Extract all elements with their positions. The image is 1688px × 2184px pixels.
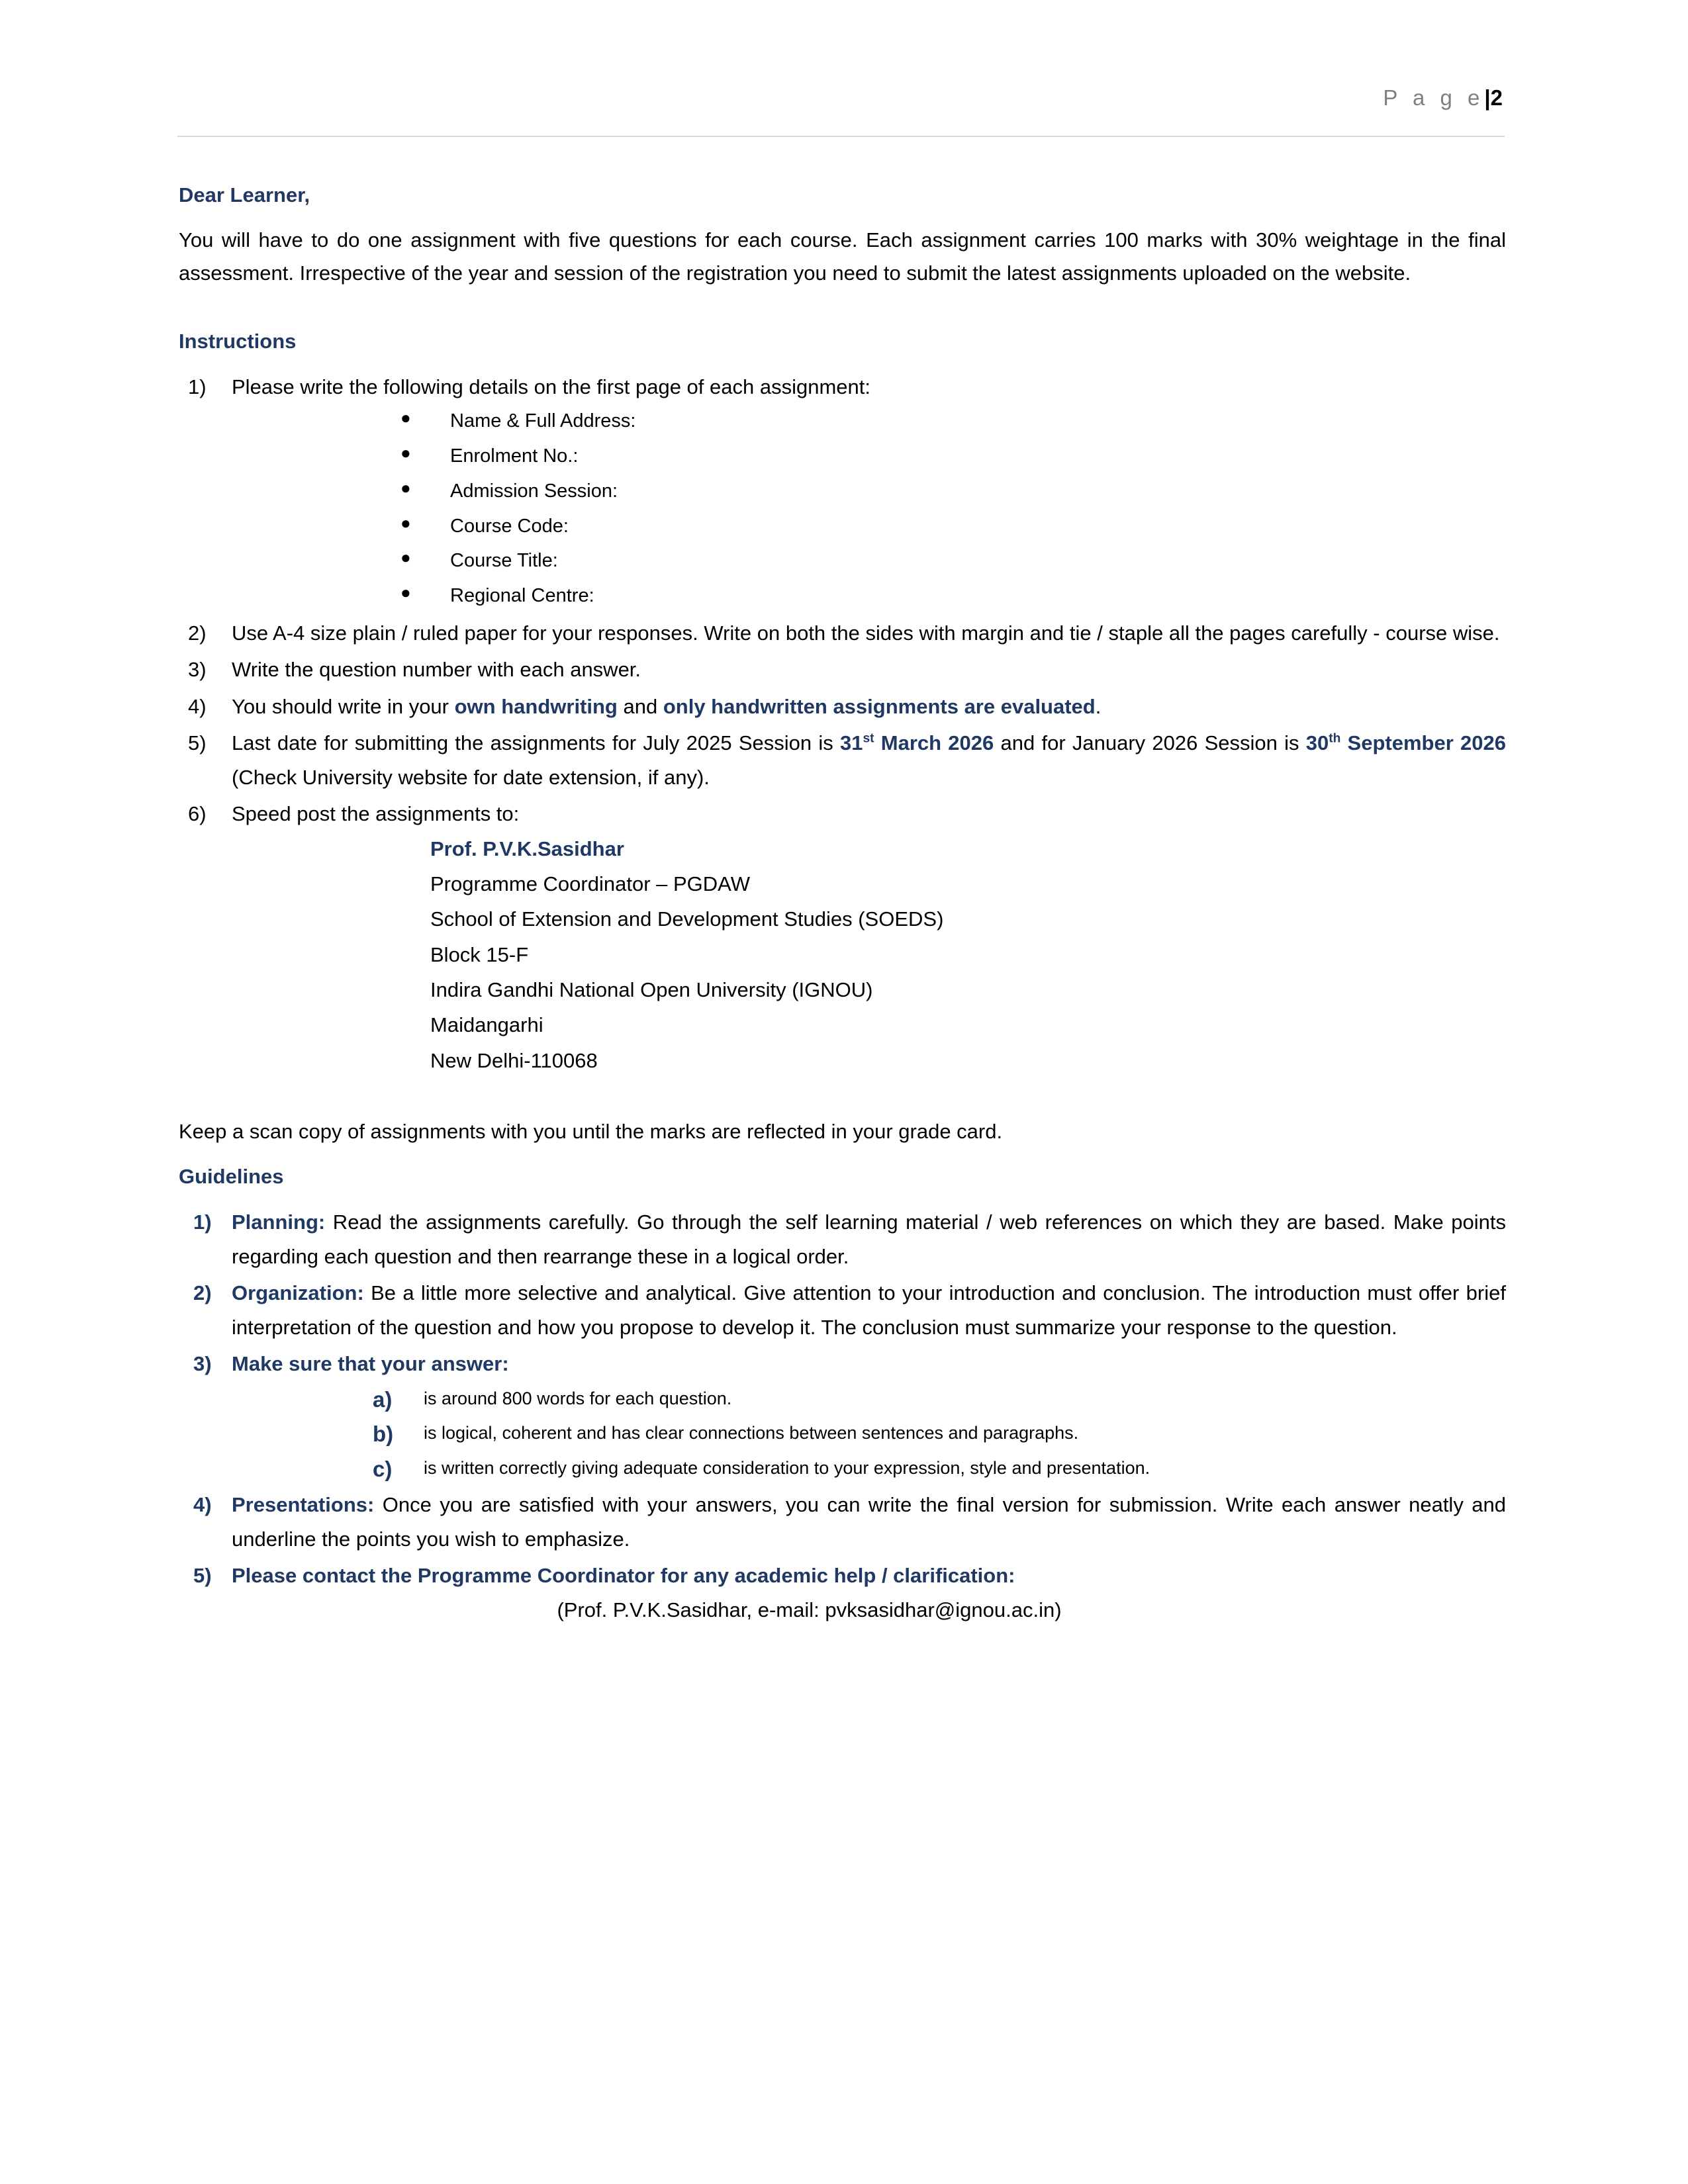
guideline-item-2: [179, 1276, 1506, 1344]
instruction-text-6: Speed post the assignments to:: [232, 802, 520, 826]
page-header-label: P a g e: [1383, 85, 1485, 110]
sub-marker-c: c): [373, 1456, 393, 1481]
document-body: [179, 179, 1506, 1631]
address-name: Prof. P.V.K.Sasidhar: [430, 837, 624, 860]
instruction-text-4-bold2: only handwritten assignments are evaluated: [663, 694, 1096, 718]
bullet-label: Regional Centre:: [450, 585, 594, 607]
coordinator-contact: (Prof. P.V.K.Sasidhar, e-mail: pvksasidhar@ignou.ac.in): [557, 1598, 1062, 1621]
deadline-july-ordinal: st: [863, 731, 874, 746]
instruction-marker-1: 1): [188, 375, 207, 398]
guideline-text-4: Once you are satisfied with your answers, you can write the final version for submission. Write each answer neatly and underline the points you wish to emphasize.: [232, 1493, 1506, 1551]
deadline-january-session: [1306, 731, 1506, 754]
guideline-label-planning: Planning:: [232, 1210, 326, 1234]
guideline-item-1: [179, 1205, 1506, 1273]
instructions-heading: Instructions: [179, 329, 297, 353]
deadline-july-month-year: March 2026: [874, 731, 994, 755]
guideline-label-make-sure: Make sure that your answer:: [232, 1352, 509, 1376]
guideline-label-presentations: Presentations:: [232, 1493, 375, 1517]
page-header-text: [179, 86, 1503, 110]
guideline-marker-3: 3): [193, 1352, 212, 1376]
sub-text-b: is logical, coherent and has clear connections between sentences and paragraphs.: [424, 1423, 1079, 1443]
address-school: School of Extension and Development Studies (SOEDS): [430, 907, 944, 931]
sub-text-c: is written correctly giving adequate consideration to your expression, style and presentation.: [424, 1457, 1150, 1478]
instruction-text-4-part1: You should write in your: [232, 694, 455, 718]
deadline-jan-ordinal: th: [1329, 731, 1341, 746]
instruction-item-6: [179, 797, 1506, 1078]
guideline-marker-2: 2): [193, 1281, 212, 1305]
guideline-marker-4: 4): [193, 1493, 212, 1517]
mailing-address: [232, 831, 1506, 1078]
instruction-item-1: [179, 370, 1506, 614]
bullet-label: Course Title:: [450, 550, 558, 572]
instruction-text-4-part2: and: [617, 694, 663, 718]
list-item: [232, 578, 1506, 614]
instruction-text-5-part1: Last date for submitting the assignments for July 2025 Session is: [232, 731, 840, 755]
bullet-label: Enrolment No.:: [450, 445, 579, 467]
guidelines-heading: Guidelines: [179, 1165, 284, 1189]
deadline-july-session: [840, 731, 994, 754]
instructions-list: [179, 370, 1506, 1078]
instruction-item-2: [179, 616, 1506, 650]
bullet-label: Admission Session:: [450, 480, 618, 502]
list-item: [232, 474, 1506, 509]
page-header-separator: |: [1484, 85, 1491, 110]
intro-paragraph: You will have to do one assignment with five questions for each course. Each assignment carries 100 marks with 30% weightage in the final assessment. Irrespective of the year and session of the registration you need to submit the latest assignments uploaded on the website.: [179, 228, 1506, 285]
guideline-text-2: Be a little more selective and analytical. Give attention to your introduction and conclusion. The introduction must offer brief interpretation of the question and how you propose to develop it. The conclusion must summarize your response to the question.: [232, 1281, 1506, 1339]
scan-copy-note: Keep a scan copy of assignments with you until the marks are reflected in your grade card.: [179, 1119, 1003, 1143]
list-item: [232, 1381, 1506, 1416]
bullet-icon: ●: [400, 443, 411, 463]
guideline-text-1: Read the assignments carefully. Go through the self learning material / web references on which they are based. Make points regarding each question and then rearrange these in a logical order.: [232, 1210, 1506, 1268]
instruction-text-2: Use A-4 size plain / ruled paper for your responses. Write on both the sides with margin and tie / staple all the pages carefully - course wise.: [232, 621, 1500, 645]
bullet-icon: ●: [400, 477, 411, 498]
list-item: [232, 1451, 1506, 1486]
address-block: Block 15-F: [430, 942, 529, 966]
instruction-item-5: [179, 726, 1506, 794]
instruction-marker-3: 3): [188, 658, 207, 682]
deadline-jan-month-year: September 2026: [1340, 731, 1506, 755]
list-item: [232, 439, 1506, 474]
instruction-marker-4: 4): [188, 694, 207, 718]
deadline-jan-day: 30: [1305, 731, 1329, 755]
salutation: Dear Learner,: [179, 183, 310, 206]
bullet-icon: ●: [400, 582, 411, 603]
instruction-text-3: Write the question number with each answer.: [232, 658, 641, 682]
address-university: Indira Gandhi National Open University (IGNOU): [430, 978, 873, 1001]
instruction-text-4-bold1: own handwriting: [454, 694, 618, 718]
instruction-marker-6: 6): [188, 802, 207, 826]
header-divider: [177, 136, 1505, 137]
list-item: [232, 404, 1506, 439]
instruction-marker-2: 2): [188, 621, 207, 645]
guideline-3-sublist: [232, 1381, 1506, 1486]
list-item: [232, 543, 1506, 578]
guideline-item-4: [179, 1488, 1506, 1556]
address-city-pin: New Delhi-110068: [430, 1048, 598, 1072]
guideline-label-contact: Please contact the Programme Coordinator for any academic help / clarification:: [232, 1564, 1015, 1588]
guideline-item-3: [179, 1347, 1506, 1485]
guideline-item-5: [179, 1559, 1506, 1627]
instruction-text-1: Please write the following details on the first page of each assignment:: [232, 375, 870, 398]
address-locality: Maidangarhi: [430, 1013, 543, 1037]
sub-marker-a: a): [373, 1387, 393, 1412]
guidelines-list: [179, 1205, 1506, 1627]
sub-text-a: is around 800 words for each question.: [424, 1388, 732, 1408]
guideline-label-organization: Organization:: [232, 1281, 364, 1305]
instruction-text-5-part2: and for January 2026 Session is: [994, 731, 1306, 755]
deadline-july-day: 31: [839, 731, 863, 755]
page-header: [179, 86, 1503, 110]
instruction-text-5-part3: (Check University website for date extension, if any).: [232, 765, 710, 789]
sub-marker-b: b): [373, 1422, 394, 1447]
address-role: Programme Coordinator – PGDAW: [430, 872, 750, 895]
instruction-item-3: [179, 653, 1506, 686]
bullet-icon: ●: [400, 512, 411, 533]
bullet-icon: ●: [400, 408, 411, 428]
guideline-marker-1: 1): [193, 1210, 212, 1234]
instruction-1-bullets: [232, 404, 1506, 614]
instruction-text-4-part3: .: [1095, 694, 1102, 718]
bullet-label: Name & Full Address:: [450, 410, 636, 432]
page-number: 2: [1490, 85, 1503, 110]
instruction-marker-5: 5): [188, 731, 207, 755]
list-item: [232, 1416, 1506, 1451]
guideline-marker-5: 5): [193, 1564, 212, 1588]
bullet-label: Course Code:: [450, 515, 569, 537]
bullet-icon: ●: [400, 547, 411, 568]
instruction-item-4: [179, 690, 1506, 723]
list-item: [232, 509, 1506, 544]
